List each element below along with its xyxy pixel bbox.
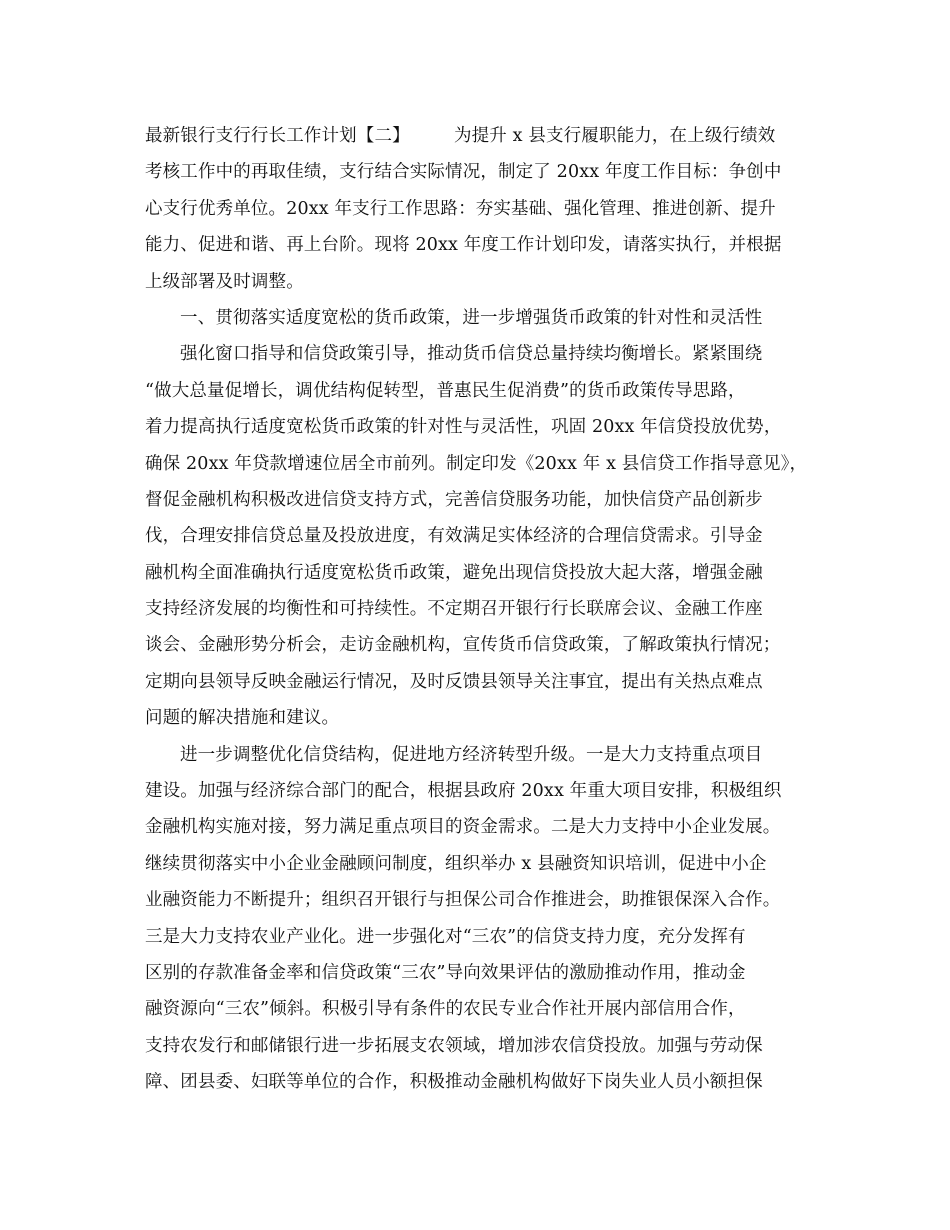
text-line: 业融资能力不断提升；组织召开银行与担保公司合作推进会，助推银保深入合作。 bbox=[145, 890, 781, 911]
text-line: 上级部署及时调整。 bbox=[145, 271, 304, 292]
text-line: 融机构全面准确执行适度宽松货币政策，避免出现信贷投放大起大落，增强金融 bbox=[145, 562, 763, 583]
text-line: 支持农发行和邮储银行进一步拓展支农领域，增加涉农信贷投放。加强与劳动保 bbox=[145, 1035, 763, 1056]
text-line: 障、团县委、妇联等单位的合作，积极推动金融机构做好下岗失业人员小额担保 bbox=[145, 1072, 763, 1093]
text-line: 伐，合理安排信贷总量及投放进度，有效满足实体经济的合理信贷需求。引导金 bbox=[145, 526, 763, 547]
text-line: 继续贯彻落实中小企业金融顾问制度，组织举办 x 县融资知识培训，促进中小企 bbox=[145, 853, 767, 874]
text-line: 三是大力支持农业产业化。进一步强化对“三农”的信贷支持力度，充分发挥有 bbox=[145, 926, 746, 947]
text-line: 谈会、金融形势分析会，走访金融机构，宣传货币信贷政策，了解政策执行情况； bbox=[145, 635, 781, 656]
text-line: “做大总量促增长，调优结构促转型，普惠民生促消费”的货币政策传导思路， bbox=[145, 380, 746, 401]
text-line: 心支行优秀单位。20xx 年支行工作思路：夯实基础、强化管理、推进创新、提升 bbox=[145, 198, 776, 219]
text-line: 考核工作中的再取佳绩，支行结合实际情况，制定了 20xx 年度工作目标：争创中 bbox=[145, 162, 782, 183]
text-line: 确保 20xx 年贷款增速位居全市前列。制定印发《20xx 年 x 县信贷工作指导意见》， bbox=[145, 453, 808, 474]
text-line: 建设。加强与经济综合部门的配合，根据县政府 20xx 年重大项目安排，积极组织 bbox=[145, 781, 782, 802]
text-line: 能力、促进和谐、再上台阶。现将 20xx 年度工作计划印发，请落实执行，并根据 bbox=[145, 235, 782, 256]
text-line: 着力提高执行适度宽松货币政策的针对性与灵活性，巩固 20xx 年信贷投放优势， bbox=[145, 417, 782, 438]
text-line: 融资源向“三农”倾斜。积极引导有条件的农民专业合作社开展内部信用合作， bbox=[145, 999, 746, 1020]
text-line: 金融机构实施对接，努力满足重点项目的资金需求。二是大力支持中小企业发展。 bbox=[145, 817, 781, 838]
text-line: 督促金融机构积极改进信贷支持方式，完善信贷服务功能，加快信贷产品创新步 bbox=[145, 489, 763, 510]
text-line: 支持经济发展的均衡性和可持续性。不定期召开银行行长联席会议、金融工作座 bbox=[145, 599, 763, 620]
text-line: 进一步调整优化信贷结构，促进地方经济转型升级。一是大力支持重点项目 bbox=[180, 744, 763, 765]
text-line: 区别的存款准备金率和信贷政策“三农”导向效果评估的激励推动作用，推动金 bbox=[145, 962, 746, 983]
document-body bbox=[145, 118, 815, 1101]
text-line: 问题的解决措施和建议。 bbox=[145, 708, 340, 729]
text-line: 强化窗口指导和信贷政策引导，推动货币信贷总量持续均衡增长。紧紧围绕 bbox=[180, 344, 763, 365]
text-line: 定期向县领导反映金融运行情况，及时反馈县领导关注事宜，提出有关热点难点 bbox=[145, 671, 763, 692]
text-line: 最新银行支行行长工作计划【二】 为提升 x 县支行履职能力，在上级行绩效 bbox=[145, 126, 776, 146]
text-line: 一、贯彻落实适度宽松的货币政策，进一步增强货币政策的针对性和灵活性 bbox=[180, 307, 763, 328]
